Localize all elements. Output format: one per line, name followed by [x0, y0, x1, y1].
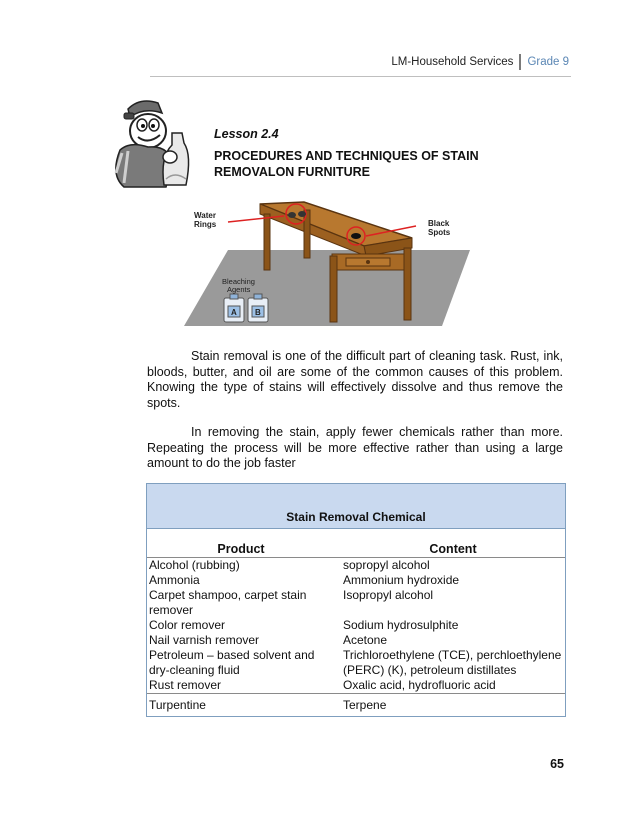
product-cell: Rust remover: [149, 678, 222, 692]
product-cell: Nail varnish remover: [149, 633, 260, 647]
water-rings-label-2: Rings: [194, 220, 217, 229]
paragraph-removing-stain: In removing the stain, apply fewer chemicals rather than more. Repeating the process will be more effective rather than using a large amount to do the job faster: [147, 425, 563, 471]
header-content: Content: [429, 542, 477, 556]
table-row: [147, 648, 565, 678]
page-header: [391, 54, 569, 70]
product-cell: Turpentine: [149, 698, 206, 712]
table-header-row: [147, 529, 565, 557]
content-cell: Oxalic acid, hydrofluoric acid: [343, 678, 496, 692]
mascot-cleaner-icon: [100, 95, 200, 190]
content-cell: Trichloroethylene (TCE), perchloethylene (PERC) (K), petroleum distillates: [343, 648, 562, 677]
table-row: [147, 693, 565, 716]
product-cell: Alcohol (rubbing): [149, 558, 240, 572]
page-number: 65: [550, 757, 564, 771]
content-cell: Terpene: [343, 698, 387, 712]
bleaching-label-2: Agents: [227, 285, 251, 294]
black-spots-label-1: Black: [428, 219, 450, 228]
black-spots-label-2: Spots: [428, 228, 451, 237]
table-row: [147, 573, 565, 588]
product-cell: Petroleum – based solvent and dry-cleaning fluid: [149, 648, 315, 677]
content-cell: sopropyl alcohol: [343, 558, 430, 572]
table-row: [147, 618, 565, 633]
header-rule: [150, 76, 571, 77]
table-row: [147, 633, 565, 648]
table-row: [147, 588, 565, 618]
bottle-a-label: A: [231, 308, 237, 317]
content-cell: Acetone: [343, 633, 388, 647]
content-cell: Isopropyl alcohol: [343, 588, 434, 602]
table-row: [147, 557, 565, 573]
stain-chemical-table: [146, 483, 566, 717]
content-cell: Sodium hydrosulphite: [343, 618, 459, 632]
lesson-number: Lesson 2.4: [214, 127, 279, 141]
bottle-b-label: B: [255, 308, 261, 317]
table-caption: Stain Removal Chemical: [147, 484, 565, 529]
header-product: Product: [217, 542, 265, 556]
product-cell: Carpet shampoo, carpet stain remover: [149, 588, 307, 617]
header-subject: LM-Household Services: [391, 56, 514, 68]
content-cell: Ammonium hydroxide: [343, 573, 460, 587]
product-cell: Ammonia: [149, 573, 200, 587]
header-grade: Grade 9: [527, 56, 569, 68]
lesson-title: PROCEDURES AND TECHNIQUES OF STAIN REMOVALON FURNITURE: [214, 149, 479, 179]
paragraph-stain-removal: Stain removal is one of the difficult part of cleaning task. Rust, ink, bloods, butter, and oil are some of the common causes of this problem. Knowing the type of stains will effectively dissolve and thus remove the spots.: [147, 349, 563, 410]
bleaching-label-1: Bleaching: [222, 277, 255, 286]
product-cell: Color remover: [149, 618, 226, 632]
table-row: [147, 678, 565, 693]
table-stains-illustration: [180, 198, 470, 330]
water-rings-label-1: Water: [194, 211, 216, 220]
